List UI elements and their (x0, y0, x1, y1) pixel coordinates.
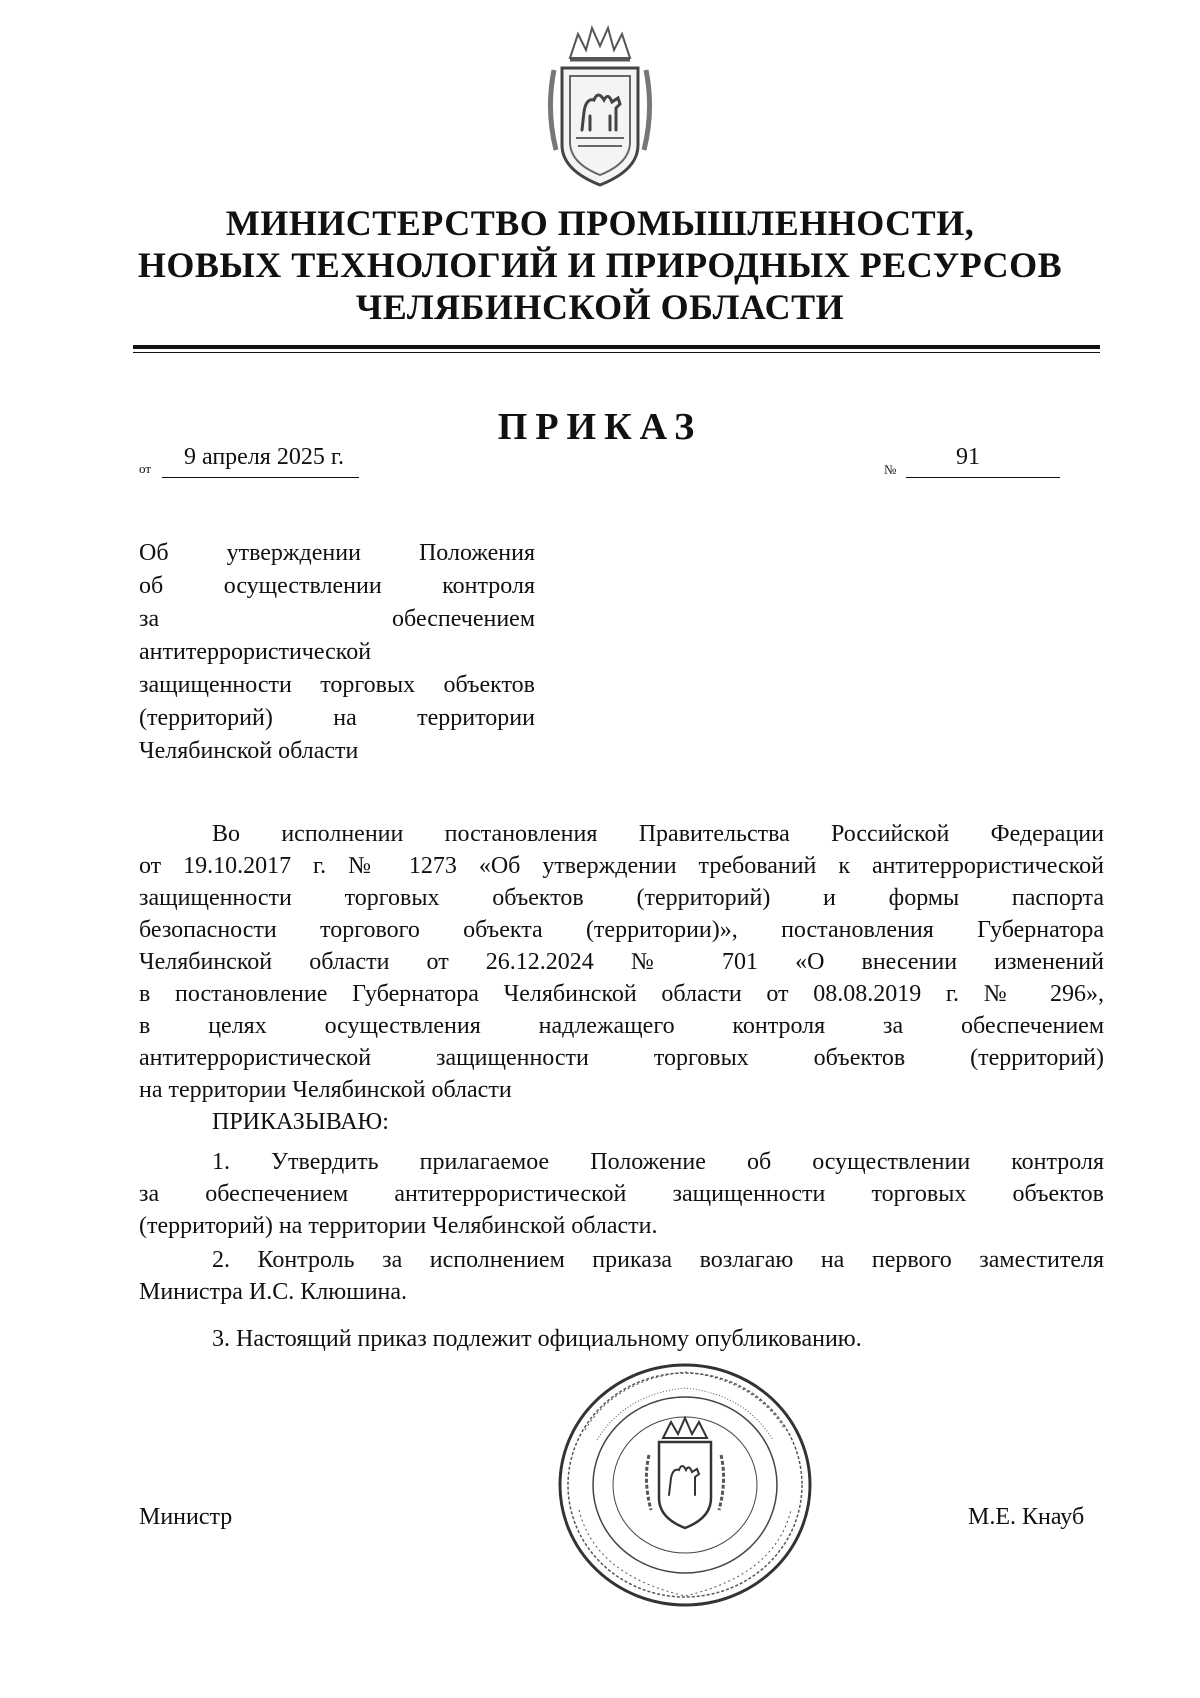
preamble-line: в целях осуществления надлежащего контроля за обеспечением (139, 1013, 1104, 1039)
preamble-line: от 19.10.2017 г. № 1273 «Об утверждении требований к антитеррористической (139, 853, 1104, 879)
subject-line: за обеспечением (139, 606, 535, 632)
preamble-line: в постановление Губернатора Челябинской области от 08.08.2019 г. № 296», (139, 981, 1104, 1007)
order-word: ПРИКАЗЫВАЮ: (212, 1109, 389, 1135)
signatory-name: М.Е. Кнауб (968, 1504, 1085, 1530)
order-item-1 (139, 1146, 1104, 1242)
preamble-line: антитеррористической защищенности торговых объектов (территорий) (139, 1045, 1104, 1071)
document-title: ПРИКАЗ (497, 406, 703, 448)
order-item-3 (139, 1323, 1104, 1355)
number-underline (906, 477, 1060, 478)
subject-line: защищенности торговых объектов (139, 672, 535, 698)
ministry-name-line2: НОВЫХ ТЕХНОЛОГИЙ И ПРИРОДНЫХ РЕСУРСОВ (137, 245, 1063, 285)
subject-line: Челябинской области (139, 738, 359, 764)
subject-line: антитеррористической (139, 639, 372, 665)
subject-line: об осуществлении контроля (139, 573, 535, 599)
preamble-line: Во исполнении постановления Правительства Российской Федерации (212, 821, 1104, 847)
item-line: 2. Контроль за исполнением приказа возлагаю на первого заместителя (212, 1247, 1104, 1273)
preamble-line: защищенности торговых объектов (территорий) и формы паспорта (139, 885, 1104, 911)
order-subject (139, 537, 535, 768)
ministry-name-line1: МИНИСТЕРСТВО ПРОМЫШЛЕННОСТИ, (225, 203, 975, 243)
preamble-line: на территории Челябинской области (139, 1077, 512, 1103)
subject-line: Об утверждении Положения (139, 540, 535, 566)
item-line: 3. Настоящий приказ подлежит официальному опубликованию. (212, 1326, 862, 1352)
preamble-line: безопасности торгового объекта (территории)», постановления Губернатора (139, 917, 1104, 943)
preamble-line: Челябинской области от 26.12.2024 № 701 «О внесении изменений (139, 949, 1104, 975)
item-line: 1. Утвердить прилагаемое Положение об осуществлении контроля (212, 1149, 1104, 1175)
date-underline (162, 477, 359, 478)
coat-of-arms-emblem (540, 20, 660, 195)
number-prefix: № (884, 462, 897, 477)
ministry-name-line3: ЧЕЛЯБИНСКОЙ ОБЛАСТИ (355, 287, 845, 327)
subject-line: (территорий) на территории (139, 705, 535, 731)
order-item-2 (139, 1244, 1104, 1308)
order-number: 91 (956, 444, 980, 470)
item-line: (территорий) на территории Челябинской области. (139, 1213, 658, 1239)
header-divider-thick (133, 345, 1100, 349)
order-date: 9 апреля 2025 г. (184, 444, 344, 470)
item-line: Министра И.С. Клюшина. (139, 1279, 408, 1305)
date-prefix: от (139, 461, 152, 476)
official-seal-stamp (555, 1360, 815, 1610)
signatory-title: Министр (139, 1504, 233, 1530)
item-line: за обеспечением антитеррористической защищенности торговых объектов (139, 1181, 1104, 1207)
preamble-paragraph (139, 818, 1104, 1138)
header-divider-thin (133, 352, 1100, 353)
